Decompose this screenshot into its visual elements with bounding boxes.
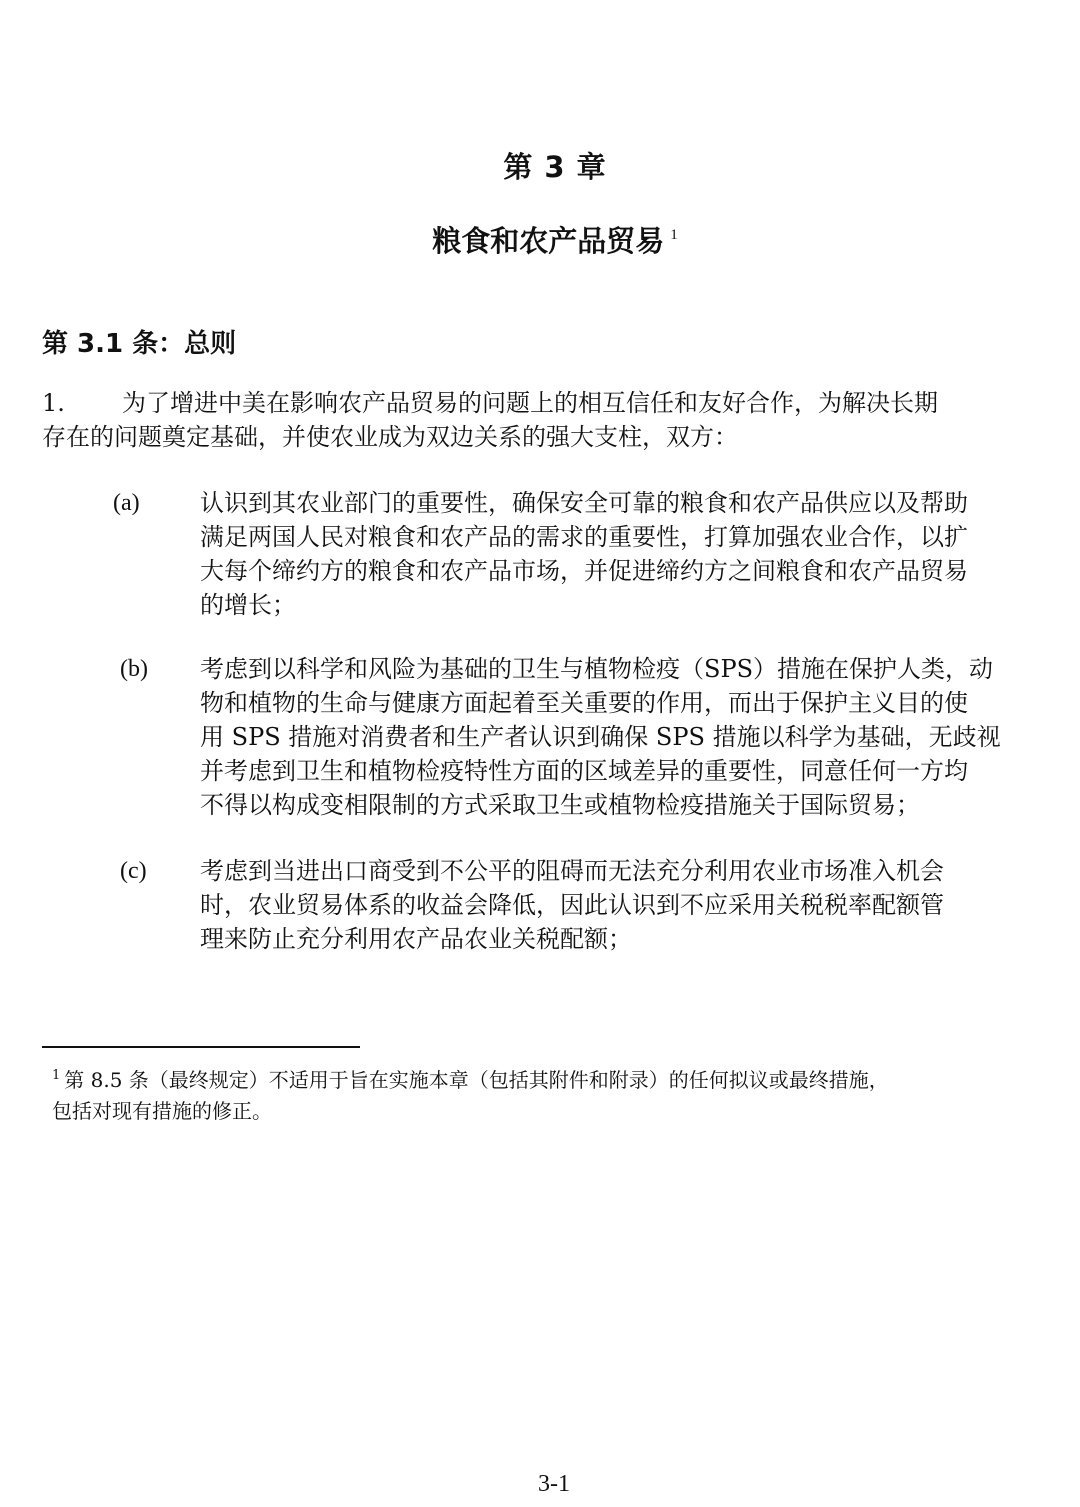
item-label: (c)	[120, 858, 147, 884]
footnote-line: 包括对现有措施的修正。	[52, 1099, 272, 1123]
footnote-reference-mark: 1	[670, 227, 678, 243]
item-line: 不得以构成变相限制的方式采取卫生或植物检疫措施关于国际贸易；	[200, 791, 920, 819]
item-line: 认识到其农业部门的重要性，确保安全可靠的粮食和农产品供应以及帮助	[200, 489, 968, 517]
footnote-mark: 1	[52, 1068, 61, 1083]
chapter-subtitle	[0, 219, 1080, 260]
item-label: (a)	[113, 490, 140, 516]
footnote-separator	[42, 1046, 360, 1048]
item-line: 考虑到以科学和风险为基础的卫生与植物检疫（SPS）措施在保护人类，动	[200, 655, 994, 683]
chapter-title: 第 3 章	[503, 150, 607, 184]
item-line: 用 SPS 措施对消费者和生产者认识到确保 SPS 措施以科学为基础，无歧视	[200, 723, 1001, 751]
item-line: 考虑到当进出口商受到不公平的阻碍而无法充分利用农业市场准入机会	[200, 857, 944, 885]
item-line: 的增长；	[200, 591, 296, 619]
paragraph-line: 为了增进中美在影响农产品贸易的问题上的相互信任和友好合作，为解决长期	[122, 389, 938, 417]
item-line: 时，农业贸易体系的收益会降低，因此认识到不应采用关税税率配额管	[200, 891, 944, 919]
item-line: 满足两国人民对粮食和农产品的需求的重要性，打算加强农业合作，以扩	[200, 523, 968, 551]
footnote-line: 第 8.5 条（最终规定）不适用于旨在实施本章（包括其附件和附录）的任何拟议或最终措施，	[64, 1068, 889, 1092]
item-line: 物和植物的生命与健康方面起着至关重要的作用，而出于保护主义目的使	[200, 689, 968, 717]
paragraph-line: 存在的问题奠定基础，并使农业成为双边关系的强大支柱，双方：	[42, 423, 738, 451]
article-heading: 第 3.1 条：总则	[42, 329, 237, 359]
footnote	[52, 1060, 1062, 1127]
paragraph-number: 1.	[42, 389, 65, 417]
chapter-subtitle-text: 粮食和农产品贸易	[432, 224, 665, 258]
item-label: (b)	[120, 656, 148, 682]
item-line: 大每个缔约方的粮食和农产品市场，并促进缔约方之间粮食和农产品贸易	[200, 557, 968, 585]
paragraph-1	[42, 386, 1042, 454]
item-line: 并考虑到卫生和植物检疫特性方面的区域差异的重要性，同意任何一方均	[200, 757, 968, 785]
item-line: 理来防止充分利用农产品农业关税配额；	[200, 925, 632, 953]
page-number: 3-1	[538, 1471, 570, 1497]
